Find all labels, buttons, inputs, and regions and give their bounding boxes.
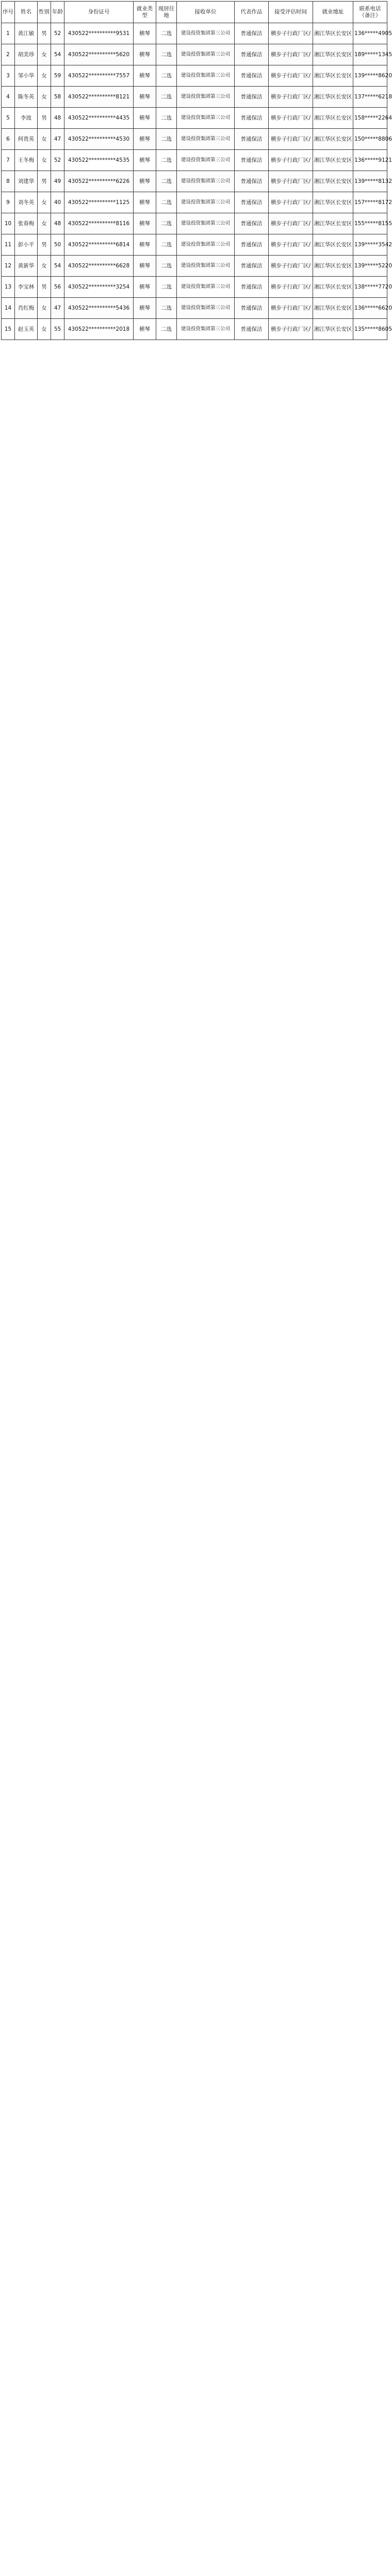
cell-name: 陈冬英 <box>15 87 38 108</box>
cell-receiving-unit: 建设投资集团第三公司 <box>177 129 235 150</box>
cell-assessment-time: 横步子行政厂区/ <box>269 87 313 108</box>
cell-gender: 男 <box>38 234 51 256</box>
cell-work: 普通保洁 <box>235 298 269 319</box>
header-cell: 序号 <box>2 2 15 23</box>
cell-phone: 136*****9121 <box>353 150 387 171</box>
header-cell: 年龄 <box>51 2 64 23</box>
cell-employment-type: 横琴 <box>134 277 156 298</box>
cell-employment-address: 湘江华区长安区 <box>313 44 353 65</box>
cell-gender: 女 <box>38 298 51 319</box>
cell-employment-address: 湘江华区长安区 <box>313 23 353 44</box>
cell-employment-type: 横琴 <box>134 150 156 171</box>
cell-residence: 二选 <box>156 213 177 234</box>
cell-gender: 男 <box>38 23 51 44</box>
cell-age: 54 <box>51 44 64 65</box>
cell-id-number: 430522**********6628 <box>64 256 134 277</box>
cell-age: 47 <box>51 129 64 150</box>
table-row <box>2 277 387 298</box>
cell-index: 10 <box>2 213 15 234</box>
cell-employment-type: 横琴 <box>134 87 156 108</box>
table-row <box>2 87 387 108</box>
table-body <box>2 23 392 340</box>
cell-index: 13 <box>2 277 15 298</box>
cell-work: 普通保洁 <box>235 256 269 277</box>
cell-assessment-time: 横步子行政厂区/ <box>269 277 313 298</box>
cell-id-number: 430522**********5436 <box>64 298 134 319</box>
cell-age: 40 <box>51 192 64 213</box>
table-row <box>2 213 387 234</box>
header-cell: 就业类型 <box>134 2 156 23</box>
cell-residence: 二选 <box>156 129 177 150</box>
cell-id-number: 430522**********8116 <box>64 213 134 234</box>
cell-employment-type: 横琴 <box>134 234 156 256</box>
cell-assessment-time: 横步子行政厂区/ <box>269 192 313 213</box>
cell-age: 54 <box>51 256 64 277</box>
cell-name: 刘冬英 <box>15 192 38 213</box>
header-cell: 就业地址 <box>313 2 353 23</box>
cell-employment-address: 湘江华区长安区 <box>313 277 353 298</box>
cell-employment-address: 湘江华区长安区 <box>313 108 353 129</box>
cell-gender: 女 <box>38 213 51 234</box>
cell-work: 普通保洁 <box>235 87 269 108</box>
cell-name: 赵玉英 <box>15 319 38 340</box>
cell-residence: 二选 <box>156 192 177 213</box>
cell-phone: 135*****8605 <box>353 319 387 340</box>
table-row <box>2 108 387 129</box>
cell-receiving-unit: 建设投资集团第三公司 <box>177 87 235 108</box>
cell-residence: 二选 <box>156 23 177 44</box>
cell-work: 普通保洁 <box>235 192 269 213</box>
cell-gender: 女 <box>38 319 51 340</box>
cell-receiving-unit: 建设投资集团第三公司 <box>177 23 235 44</box>
cell-id-number: 430522**********2018 <box>64 319 134 340</box>
cell-assessment-time: 横步子行政厂区/ <box>269 150 313 171</box>
cell-residence: 二选 <box>156 108 177 129</box>
worker-registry-table <box>1 1 392 340</box>
cell-id-number: 430522**********6226 <box>64 171 134 192</box>
cell-residence: 二选 <box>156 87 177 108</box>
header-cell: 接收单位 <box>177 2 235 23</box>
table-row <box>2 44 387 65</box>
cell-name: 王冬梅 <box>15 150 38 171</box>
cell-employment-address: 湘江华区长安区 <box>313 256 353 277</box>
cell-phone: 138*****7720 <box>353 277 387 298</box>
cell-work: 普通保洁 <box>235 171 269 192</box>
cell-name: 彭小平 <box>15 234 38 256</box>
cell-phone: 189*****1345 <box>353 44 387 65</box>
cell-age: 56 <box>51 277 64 298</box>
table-row <box>2 234 387 256</box>
cell-id-number: 430522**********8121 <box>64 87 134 108</box>
cell-id-number: 430522**********4530 <box>64 129 134 150</box>
cell-assessment-time: 横步子行政厂区/ <box>269 65 313 87</box>
cell-index: 6 <box>2 129 15 150</box>
cell-work: 普通保洁 <box>235 277 269 298</box>
cell-id-number: 430522**********4435 <box>64 108 134 129</box>
cell-age: 58 <box>51 87 64 108</box>
cell-employment-address: 湘江华区长安区 <box>313 234 353 256</box>
cell-id-number: 430522**********5620 <box>64 44 134 65</box>
cell-assessment-time: 横步子行政厂区/ <box>269 129 313 150</box>
cell-name: 张春梅 <box>15 213 38 234</box>
cell-residence: 二选 <box>156 277 177 298</box>
cell-age: 55 <box>51 319 64 340</box>
cell-age: 50 <box>51 234 64 256</box>
cell-assessment-time: 横步子行政厂区/ <box>269 171 313 192</box>
cell-name: 何贵英 <box>15 129 38 150</box>
cell-index: 2 <box>2 44 15 65</box>
cell-id-number: 430522**********3254 <box>64 277 134 298</box>
cell-phone: 139*****8132 <box>353 171 387 192</box>
cell-employment-address: 湘江华区长安区 <box>313 129 353 150</box>
cell-employment-address: 湘江华区长安区 <box>313 150 353 171</box>
cell-assessment-time: 横步子行政厂区/ <box>269 213 313 234</box>
table-header-row <box>2 2 387 23</box>
cell-work: 普通保洁 <box>235 234 269 256</box>
cell-id-number: 430522**********6814 <box>64 234 134 256</box>
cell-receiving-unit: 建设投资集团第三公司 <box>177 108 235 129</box>
cell-residence: 二选 <box>156 234 177 256</box>
cell-receiving-unit: 建设投资集团第三公司 <box>177 298 235 319</box>
header-cell: 代表作品 <box>235 2 269 23</box>
header-cell: 联系电话（备注） <box>353 2 387 23</box>
table-row <box>2 150 387 171</box>
cell-name: 胡美珍 <box>15 44 38 65</box>
cell-gender: 女 <box>38 129 51 150</box>
cell-employment-type: 横琴 <box>134 171 156 192</box>
cell-name: 李宝林 <box>15 277 38 298</box>
cell-employment-address: 湘江华区长安区 <box>313 319 353 340</box>
cell-employment-type: 横琴 <box>134 213 156 234</box>
cell-employment-type: 横琴 <box>134 44 156 65</box>
cell-work: 普通保洁 <box>235 65 269 87</box>
table-row <box>2 23 387 44</box>
worker-registry-sheet <box>1 1 392 340</box>
header-cell: 身份证号 <box>64 2 134 23</box>
cell-assessment-time: 横步子行政厂区/ <box>269 23 313 44</box>
cell-gender: 女 <box>38 150 51 171</box>
cell-age: 47 <box>51 298 64 319</box>
cell-gender: 男 <box>38 108 51 129</box>
cell-assessment-time: 横步子行政厂区/ <box>269 234 313 256</box>
cell-phone: 157*****8172 <box>353 192 387 213</box>
cell-id-number: 430522**********4535 <box>64 150 134 171</box>
table-row <box>2 129 387 150</box>
cell-gender: 男 <box>38 277 51 298</box>
cell-work: 普通保洁 <box>235 23 269 44</box>
cell-age: 49 <box>51 171 64 192</box>
cell-id-number: 430522**********7557 <box>64 65 134 87</box>
header-cell: 现居住地 <box>156 2 177 23</box>
cell-index: 1 <box>2 23 15 44</box>
cell-index: 7 <box>2 150 15 171</box>
cell-age: 59 <box>51 65 64 87</box>
cell-employment-type: 横琴 <box>134 23 156 44</box>
cell-index: 12 <box>2 256 15 277</box>
cell-gender: 女 <box>38 65 51 87</box>
cell-index: 4 <box>2 87 15 108</box>
cell-employment-address: 湘江华区长安区 <box>313 192 353 213</box>
table-row <box>2 256 387 277</box>
cell-index: 9 <box>2 192 15 213</box>
cell-age: 48 <box>51 108 64 129</box>
cell-assessment-time: 横步子行政厂区/ <box>269 44 313 65</box>
cell-receiving-unit: 建设投资集团第三公司 <box>177 256 235 277</box>
cell-employment-type: 横琴 <box>134 192 156 213</box>
cell-phone: 137*****6218 <box>353 87 387 108</box>
cell-name: 邹小华 <box>15 65 38 87</box>
cell-work: 普通保洁 <box>235 213 269 234</box>
cell-name: 李波 <box>15 108 38 129</box>
cell-employment-type: 横琴 <box>134 129 156 150</box>
cell-id-number: 430522**********9531 <box>64 23 134 44</box>
cell-gender: 男 <box>38 171 51 192</box>
table-row <box>2 319 387 340</box>
cell-phone: 139*****3542 <box>353 234 387 256</box>
cell-residence: 二选 <box>156 256 177 277</box>
cell-receiving-unit: 建设投资集团第三公司 <box>177 213 235 234</box>
table-row <box>2 171 387 192</box>
header-cell: 接受评估时间 <box>269 2 313 23</box>
cell-gender: 女 <box>38 256 51 277</box>
cell-residence: 二选 <box>156 44 177 65</box>
cell-residence: 二选 <box>156 298 177 319</box>
cell-index: 11 <box>2 234 15 256</box>
cell-employment-type: 横琴 <box>134 298 156 319</box>
cell-receiving-unit: 建设投资集团第三公司 <box>177 192 235 213</box>
cell-receiving-unit: 建设投资集团第三公司 <box>177 65 235 87</box>
cell-receiving-unit: 建设投资集团第三公司 <box>177 171 235 192</box>
cell-work: 普通保洁 <box>235 129 269 150</box>
cell-employment-type: 横琴 <box>134 65 156 87</box>
cell-employment-address: 湘江华区长安区 <box>313 87 353 108</box>
cell-age: 52 <box>51 150 64 171</box>
cell-phone: 150*****8806 <box>353 129 387 150</box>
cell-work: 普通保洁 <box>235 150 269 171</box>
cell-employment-address: 湘江华区长安区 <box>313 213 353 234</box>
cell-residence: 二选 <box>156 171 177 192</box>
table-row <box>2 65 387 87</box>
cell-work: 普通保洁 <box>235 108 269 129</box>
cell-phone: 155*****8155 <box>353 213 387 234</box>
cell-age: 52 <box>51 23 64 44</box>
cell-index: 14 <box>2 298 15 319</box>
cell-assessment-time: 横步子行政厂区/ <box>269 256 313 277</box>
cell-receiving-unit: 建设投资集团第三公司 <box>177 319 235 340</box>
cell-index: 3 <box>2 65 15 87</box>
cell-phone: 139*****8620 <box>353 65 387 87</box>
table-row <box>2 298 387 319</box>
cell-employment-type: 横琴 <box>134 319 156 340</box>
cell-name: 刘建华 <box>15 171 38 192</box>
cell-gender: 女 <box>38 87 51 108</box>
cell-work: 普通保洁 <box>235 319 269 340</box>
cell-receiving-unit: 建设投资集团第三公司 <box>177 234 235 256</box>
cell-phone: 158*****2264 <box>353 108 387 129</box>
cell-phone: 136*****6620 <box>353 298 387 319</box>
cell-gender: 女 <box>38 192 51 213</box>
table-row <box>2 192 387 213</box>
cell-assessment-time: 横步子行政厂区/ <box>269 298 313 319</box>
cell-index: 5 <box>2 108 15 129</box>
cell-residence: 二选 <box>156 65 177 87</box>
cell-id-number: 430522**********1125 <box>64 192 134 213</box>
cell-name: 肖红梅 <box>15 298 38 319</box>
cell-assessment-time: 横步子行政厂区/ <box>269 108 313 129</box>
cell-phone: 139*****5220 <box>353 256 387 277</box>
header-cell: 性别 <box>38 2 51 23</box>
cell-age: 48 <box>51 213 64 234</box>
cell-residence: 二选 <box>156 150 177 171</box>
cell-receiving-unit: 建设投资集团第三公司 <box>177 277 235 298</box>
cell-assessment-time: 横步子行政厂区/ <box>269 319 313 340</box>
cell-name: 黄江敏 <box>15 23 38 44</box>
cell-employment-type: 横琴 <box>134 256 156 277</box>
cell-phone: 136*****4905 <box>353 23 387 44</box>
cell-employment-address: 湘江华区长安区 <box>313 65 353 87</box>
cell-index: 15 <box>2 319 15 340</box>
cell-gender: 女 <box>38 44 51 65</box>
header-cell: 姓名 <box>15 2 38 23</box>
cell-receiving-unit: 建设投资集团第三公司 <box>177 44 235 65</box>
cell-employment-address: 湘江华区长安区 <box>313 171 353 192</box>
cell-residence: 二选 <box>156 319 177 340</box>
cell-receiving-unit: 建设投资集团第三公司 <box>177 150 235 171</box>
cell-work: 普通保洁 <box>235 44 269 65</box>
cell-employment-type: 横琴 <box>134 108 156 129</box>
cell-employment-address: 湘江华区长安区 <box>313 298 353 319</box>
cell-index: 8 <box>2 171 15 192</box>
cell-name: 黄新华 <box>15 256 38 277</box>
